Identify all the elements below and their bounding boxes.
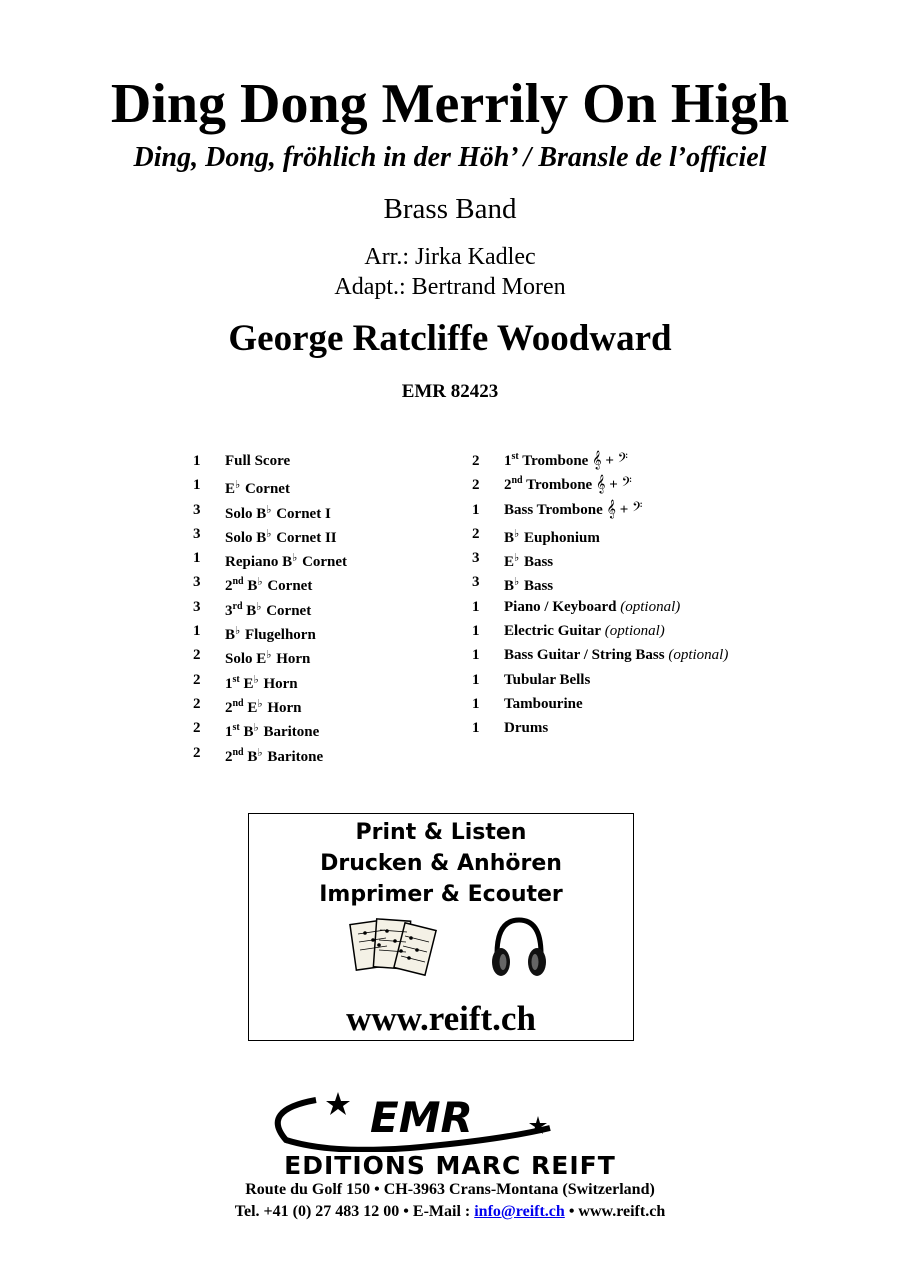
part-row (193, 719, 453, 743)
part-row (472, 476, 792, 500)
part-row (472, 622, 792, 646)
part-row (193, 549, 453, 573)
part-row (193, 573, 453, 597)
part-quantity: 3 (472, 574, 480, 591)
parts-list-right (472, 452, 792, 744)
promo-line-de: Drucken & Anhören (320, 851, 562, 876)
publisher-contact (0, 1201, 900, 1223)
contact-phone: Tel. +41 (0) 27 483 12 00 • E-Mail : (234, 1203, 475, 1220)
part-name: 3rd B♭ Cornet (225, 600, 312, 619)
part-quantity: 1 (472, 671, 480, 688)
part-name: E♭ Bass (504, 552, 554, 571)
part-name: 2nd E♭ Horn (225, 697, 302, 716)
part-row (472, 646, 792, 670)
part-name: 2nd B♭ Cornet (225, 576, 313, 595)
part-quantity: 2 (472, 453, 480, 469)
alternate-titles: Ding, Dong, fröhlich in der Höh’ / Bransle de l’officiel (133, 142, 767, 173)
part-name: Full Score (225, 453, 291, 469)
part-name: Tubular Bells (504, 671, 591, 688)
part-quantity: 3 (193, 501, 201, 518)
arranger-credit: Arr.: Jirka Kadlec (364, 244, 536, 270)
part-row (472, 573, 792, 597)
part-name: B♭ Euphonium (504, 527, 600, 546)
part-name: 1st Trombone 𝄞 + 𝄢 (504, 451, 628, 469)
sheet-music-icon (349, 916, 437, 980)
part-row (472, 671, 792, 695)
part-row (193, 598, 453, 622)
adapter-credit: Adapt.: Bertrand Moren (334, 274, 566, 300)
promo-website: www.reift.ch (346, 999, 536, 1038)
part-quantity: 2 (193, 744, 201, 761)
part-optional-note: (optional) (616, 598, 681, 615)
promo-line-fr: Imprimer & Ecouter (319, 882, 563, 907)
part-quantity: 1 (193, 623, 201, 640)
part-row (193, 525, 453, 549)
email-link[interactable]: info@reift.ch (474, 1203, 565, 1220)
part-quantity: 1 (472, 720, 480, 737)
contact-web: • www.reift.ch (564, 1203, 666, 1220)
part-row (472, 501, 792, 525)
part-name: Electric Guitar (optional) (504, 623, 665, 640)
publisher-name: EDITIONS MARC REIFT (284, 1151, 616, 1180)
part-quantity: 1 (472, 623, 480, 640)
part-row (472, 525, 792, 549)
part-row (193, 452, 453, 476)
part-quantity: 1 (193, 477, 201, 494)
part-name: Bass Trombone 𝄞 + 𝄢 (504, 500, 643, 518)
part-quantity: 2 (472, 525, 480, 542)
part-row (472, 695, 792, 719)
part-name: Piano / Keyboard (optional) (504, 598, 681, 615)
part-quantity: 3 (193, 574, 201, 591)
part-quantity: 2 (193, 647, 201, 664)
part-row (193, 744, 453, 768)
part-quantity: 2 (472, 477, 480, 494)
part-quantity: 3 (193, 525, 201, 542)
part-quantity: 2 (193, 695, 201, 712)
emr-logo-text: EMR (370, 1093, 473, 1142)
part-quantity: 3 (193, 598, 201, 615)
part-name: Tambourine (504, 695, 583, 712)
part-optional-note: (optional) (601, 623, 665, 640)
part-row (193, 622, 453, 646)
part-name: Solo B♭ Cornet II (225, 527, 337, 546)
part-quantity: 1 (193, 550, 201, 567)
publisher-address: Route du Golf 150 • CH-3963 Crans-Montana (Switzerland) (245, 1181, 655, 1198)
part-quantity: 1 (472, 598, 480, 615)
headphones-icon (489, 914, 549, 980)
part-name: 2nd Trombone 𝄞 + 𝄢 (504, 475, 632, 494)
part-row (193, 646, 453, 670)
part-name: Drums (504, 720, 549, 737)
part-quantity: 2 (193, 671, 201, 688)
part-row (472, 598, 792, 622)
part-name: B♭ Bass (504, 576, 554, 595)
part-optional-note: (optional) (664, 647, 729, 664)
part-quantity: 3 (472, 550, 480, 567)
part-row (472, 549, 792, 573)
print-listen-box (248, 813, 634, 1041)
part-row (472, 452, 792, 476)
part-name: 2nd B♭ Baritone (225, 746, 324, 765)
part-name: Solo B♭ Cornet I (225, 503, 331, 522)
composer-name: George Ratcliffe Woodward (228, 318, 672, 359)
part-name: Solo E♭ Horn (225, 649, 311, 668)
part-quantity: 2 (193, 720, 201, 737)
part-name: 1st B♭ Baritone (225, 722, 320, 741)
promo-line-en: Print & Listen (355, 820, 527, 845)
part-name: E♭ Cornet (225, 479, 290, 498)
part-row (193, 671, 453, 695)
catalog-number: EMR 82423 (401, 381, 499, 402)
part-quantity: 1 (472, 501, 480, 518)
score-title: Ding Dong Merrily On High (110, 73, 790, 135)
part-row (193, 476, 453, 500)
part-row (193, 501, 453, 525)
ensemble-type: Brass Band (383, 193, 517, 225)
part-quantity: 1 (193, 453, 201, 469)
emr-logo (250, 1088, 560, 1152)
part-name: Repiano B♭ Cornet (225, 552, 348, 571)
part-quantity: 1 (472, 647, 480, 664)
parts-list-left (193, 452, 453, 768)
part-name: Bass Guitar / String Bass (optional) (504, 647, 729, 664)
part-quantity: 1 (472, 695, 480, 712)
part-name: B♭ Flugelhorn (225, 625, 316, 644)
part-row (472, 719, 792, 743)
part-row (193, 695, 453, 719)
part-name: 1st E♭ Horn (225, 673, 298, 692)
